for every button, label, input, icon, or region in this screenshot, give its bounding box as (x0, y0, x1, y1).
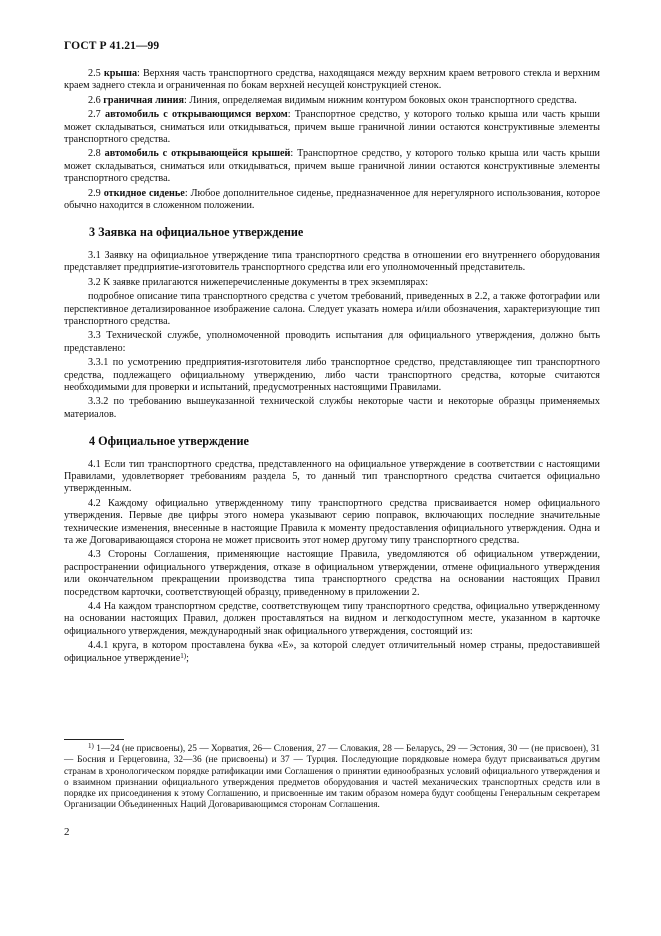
paragraph: 4.1 Если тип транспортного средства, представленного на официальное утверждение в соответствии с настоящими Правилами, удовлетворяет требованиям раздела 5, то данный тип транспортного средства считается официально утвержденным. (64, 458, 600, 495)
paragraph: 3.3.2 по требованию вышеуказанной технической службы некоторые части и некоторые образцы применяемых материалов. (64, 396, 600, 420)
paragraph: 3.2 К заявке прилагаются нижеперечисленные документы в трех экземплярах: (88, 276, 429, 288)
definition-2-6: 2.6 граничная линия: Линия, определяемая видимым нижним контуром боковых окон транспортного средства. (88, 94, 577, 106)
footnote-divider (64, 739, 124, 740)
paragraph: 3.3.1 по усмотрению предприятия-изготовителя либо транспортное средство, представляющее тип транспортного средства, подлежащего официальному утверждению, либо части транспортного средства, которые считаются необходимыми для проверки и испытаний, предусмотренных настоящими Правилами. (64, 357, 600, 393)
footnote-mark: 1) (88, 742, 94, 750)
section-4-heading: 4 Официальное утверждение (89, 434, 249, 449)
paragraph: подробное описание типа транспортного средства с учетом требований, приведенных в 2.2, а также фотографии или перспективное детализированное изображение салона. Следует указать номера и/или обозначения, характеризующие тип транспортного средства. (64, 291, 600, 327)
paragraph-4-4-1: 4.4.1 круга, в котором проставлена буква «Е», за которой следует отличительный номер страны, предоставившей официальное утверждение$^{1)}$; (64, 640, 600, 664)
term: автомобиль с открывающейся крышей (104, 148, 291, 160)
term: граничная линия (103, 94, 185, 106)
paragraph: 4.4 На каждом транспортном средстве, соответствующем типу транспортного средства, официально утвержденному на основании настоящих Правил, должен проставляться на видном и легкодоступном месте, указанном в карточке официального утверждения, международный знак официального утверждения, состоящий из: (64, 601, 600, 637)
running-header: ГОСТ Р 41.21—99 (64, 40, 160, 52)
term: автомобиль с открывающимся верхом (104, 109, 288, 121)
footnote-ref: 1) (180, 651, 187, 660)
paragraph: 4.3 Стороны Соглашения, применяющие настоящие Правила, уведомляются об официальном утверждении, распространении официального утверждения, отказе в официальном утверждении, отмене официального утверждения или окончательном прекращении производства типа транспортного средства на основании настоящих Правил посредством карточки, соответствующей образцу, приведенному в приложении 2. (64, 549, 600, 598)
section-3-heading: 3 Заявка на официальное утверждение (89, 225, 304, 240)
document-body (64, 68, 600, 667)
footnote: $^{1)}$ 1—24 (не присвоены), 25 — Хорватия, 26— Словения, 27 — Словакия, 28 — Беларусь, 29 — Эстония, 30 — (не присвоен), 31 — Босния и Герцеговина, 32—36 (не присвоены) и 37 — Турция. Последующие порядковые номера будут присваиваться другим странам в хронологическом порядке ратификации ими Соглашения о принятии единообразных условий официального утверждения и о взаимном признании официального утверждения предметов оборудования и частей механических транспортных средств или в порядке их присоединения к этому Соглашению, и присвоенные им таким образом номера будут сообщены Генеральным секретарем Организации Объединенных Наций Договаривающимся сторонам Соглашения. (64, 742, 600, 811)
paragraph: 3.3 Технической службе, уполномоченной проводить испытания для официального утверждения, должно быть представлено: (64, 330, 600, 354)
definition-2-9: 2.9 откидное сиденье: Любое дополнительное сиденье, предназначенное для нерегулярного использования, которое обычно находится в сложенном положении. (64, 187, 600, 212)
definition-2-5: 2.5 крыша: Верхняя часть транспортного средства, находящаяся между верхним краем ветрового стекла и верхним краем заднего стекла и ограниченная по бокам верхней несущей конструкцией стенок. (64, 68, 600, 92)
term: крыша (103, 68, 138, 79)
page-number: 2 (64, 826, 70, 838)
paragraph: 3.1 Заявку на официальное утверждение типа транспортного средства в отношении его внутреннего оборудования представляет предприятие-изготовитель транспортного средства или его уполномоченный представитель. (64, 249, 600, 274)
definition-2-7: 2.7 автомобиль с открывающимся верхом: Транспортное средство, у которого только крыша или часть крыши может складываться, сниматься или откидываться, причем выше граничной линии остаются конструктивные элементы транспортного средства. (64, 109, 601, 146)
term: откидное сиденье (103, 187, 185, 199)
paragraph: 4.2 Каждому официально утвержденному типу транспортного средства присваивается номер официального утверждения. Первые две цифры этого номера указывают серию поправок, включающих последние значительные технические изменения, внесенные в настоящие Правила к моменту предоставления официального утверждения. Одна и та же Договаривающаяся сторона не может присвоить этот номер другому типу транспортного средства. (64, 497, 600, 546)
definition-2-8: 2.8 автомобиль с открывающейся крышей: Транспортное средство, у которого только крыша или часть крыши может складываться, сниматься или откидываться, причем выше граничной линии остаются конструктивные элементы транспортного средства. (64, 148, 600, 185)
